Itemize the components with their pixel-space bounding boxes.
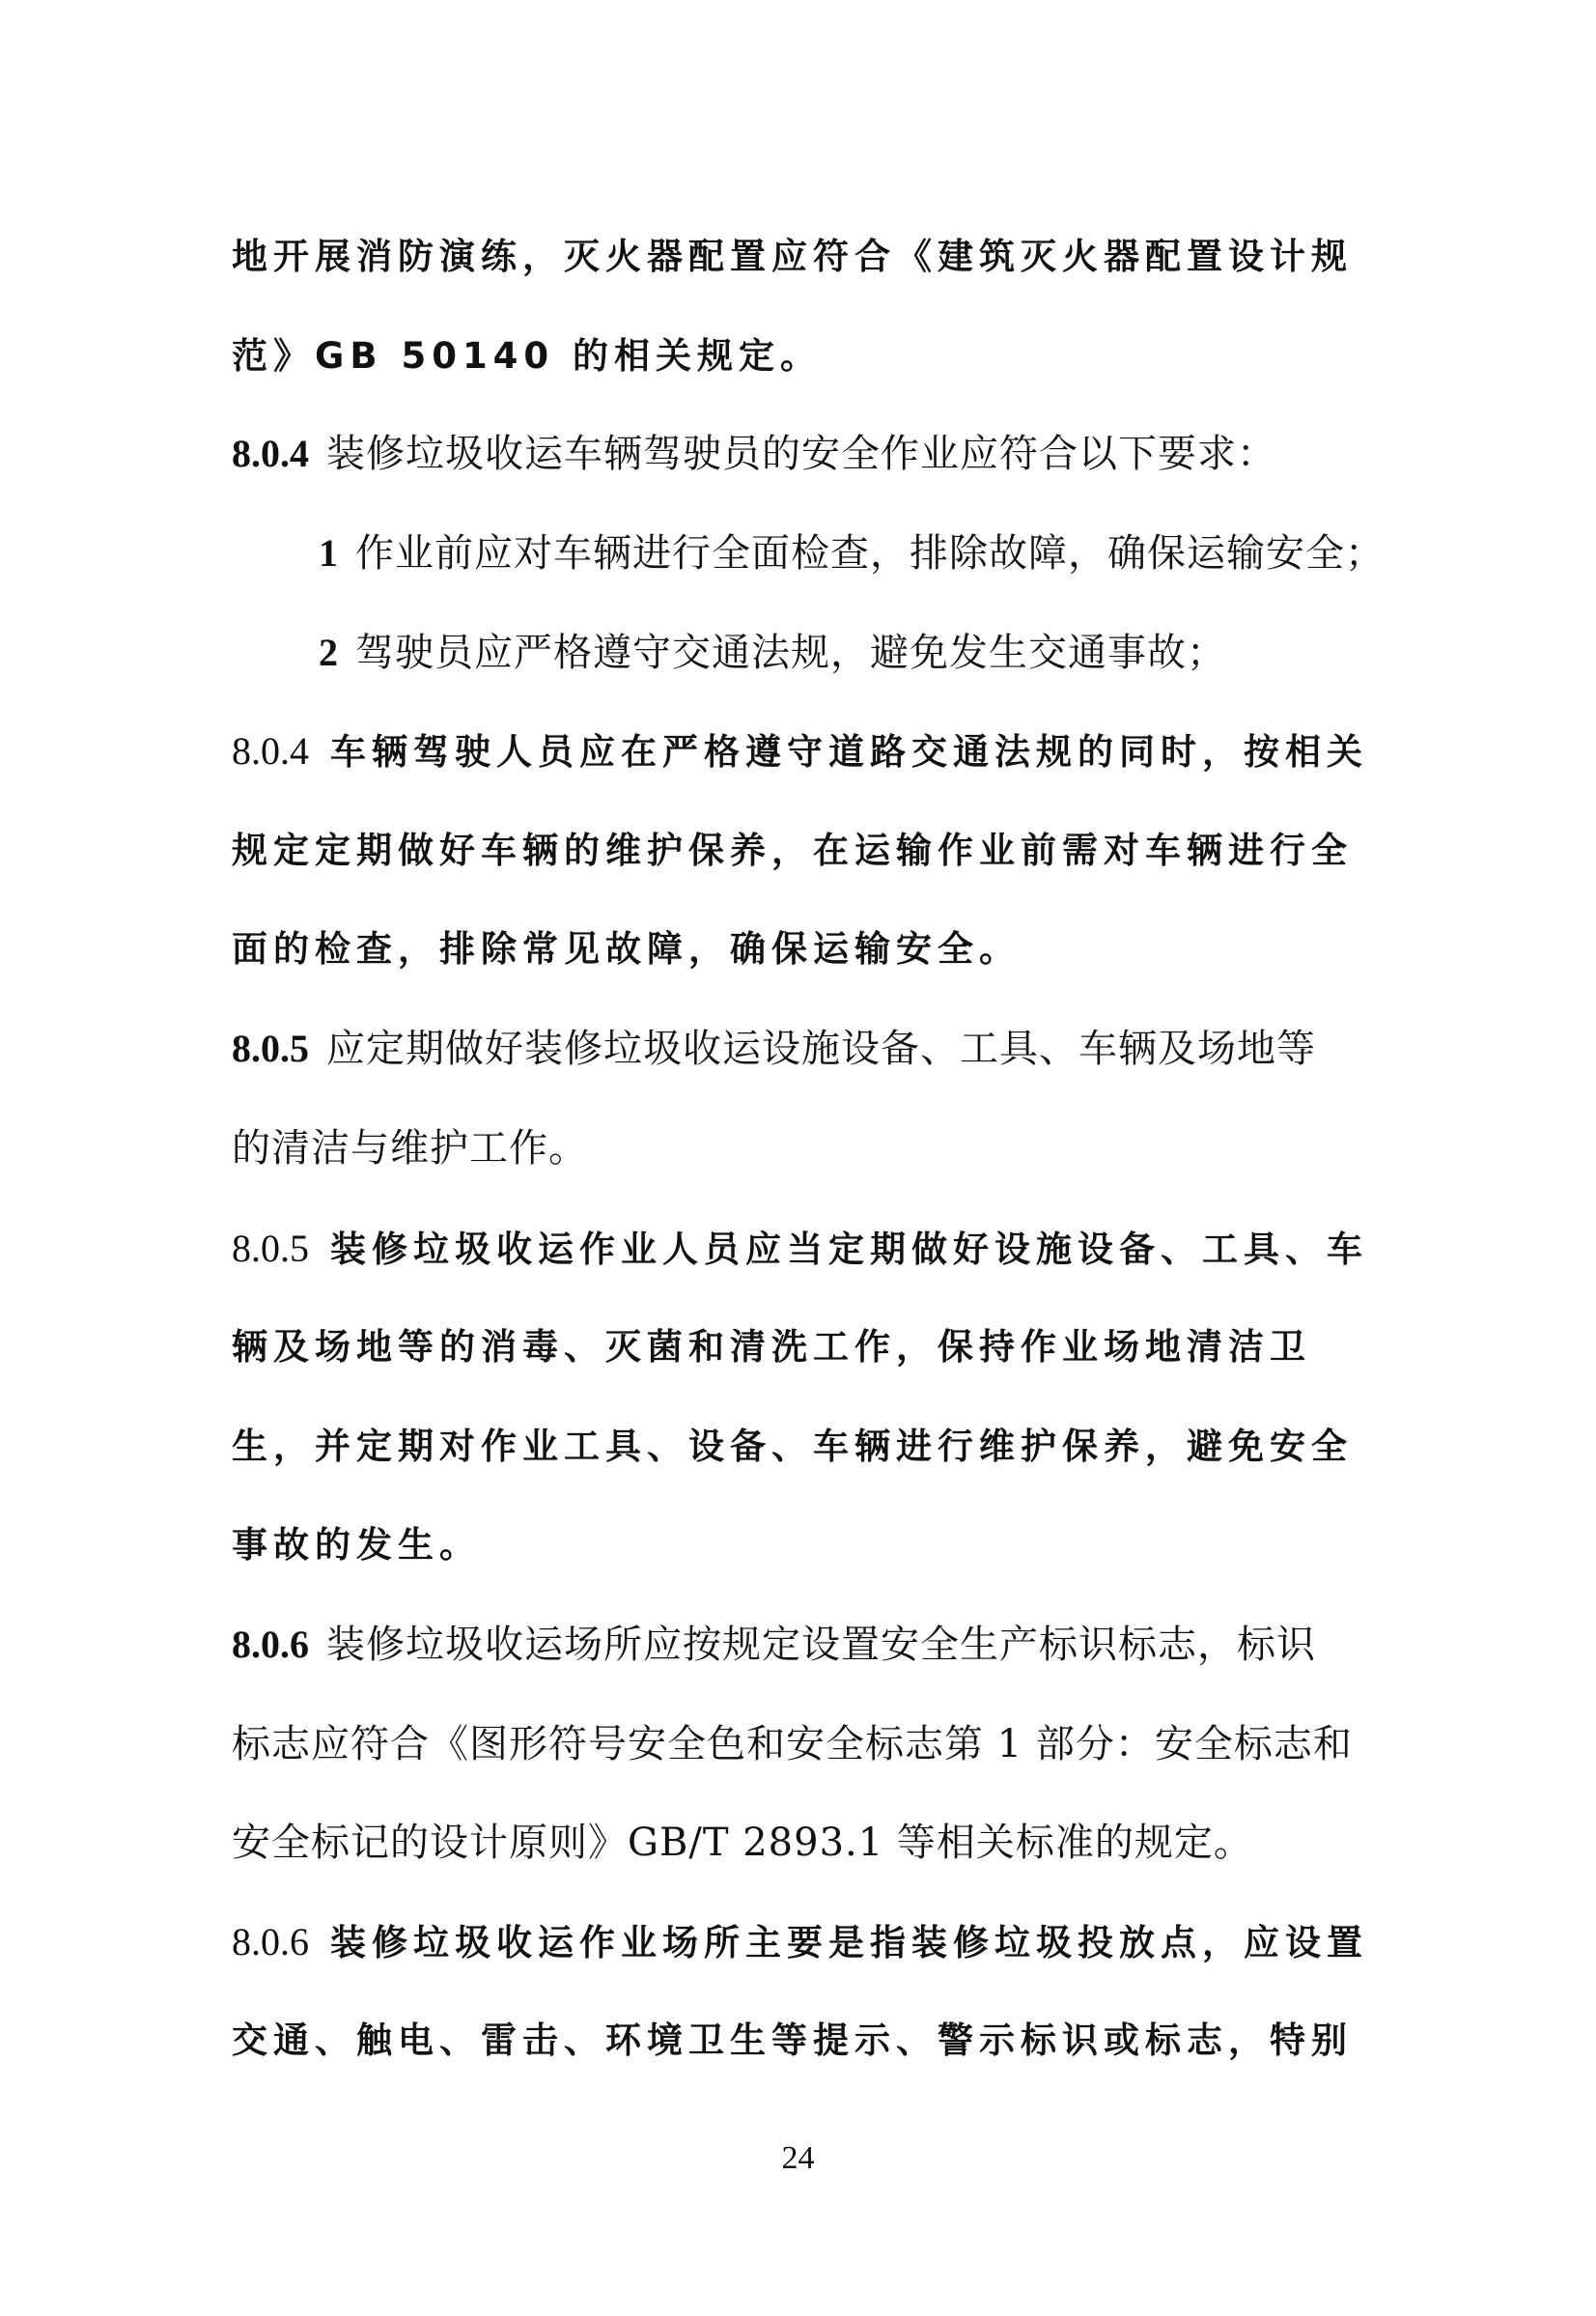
commentary-line bbox=[232, 329, 1400, 383]
clause-line bbox=[232, 1816, 1400, 1870]
commentary-line bbox=[232, 1420, 1400, 1474]
item-number: 2 bbox=[319, 631, 338, 674]
clause-text: 标志应符合《图形符号安全色和安全标志第 1 部分：安全标志和 bbox=[232, 1722, 1353, 1766]
clause-number: 8.0.4 bbox=[232, 432, 309, 475]
text: 生，并定期对作业工具、设备、车辆进行维护保养，避免安全 bbox=[232, 1426, 1353, 1467]
clause-line bbox=[232, 1717, 1400, 1771]
list-item-1 bbox=[319, 526, 1400, 580]
commentary-line bbox=[232, 824, 1400, 878]
clause-text: 安全标记的设计原则》GB/T 2893.1 等相关标准的规定。 bbox=[232, 1821, 1253, 1865]
clause-8-0-4 bbox=[232, 427, 1400, 481]
text: 事故的发生。 bbox=[232, 1524, 481, 1566]
clause-text: 的清洁与维护工作。 bbox=[232, 1126, 588, 1171]
text: 装修垃圾收运作业场所主要是指装修垃圾投放点，应设置 bbox=[330, 1922, 1368, 1963]
clause-number: 8.0.6 bbox=[232, 1623, 309, 1666]
commentary-number: 8.0.4 bbox=[232, 729, 309, 773]
clause-text: 装修垃圾收运车辆驾驶员的安全作业应符合以下要求： bbox=[326, 432, 1276, 476]
commentary-line bbox=[232, 230, 1400, 284]
page-number: 24 bbox=[781, 2140, 815, 2176]
item-text: 作业前应对车辆进行全面检查，排除故障，确保运输安全； bbox=[355, 531, 1385, 576]
text: 辆及场地等的消毒、灭菌和清洗工作，保持作业场地清洁卫 bbox=[232, 1326, 1311, 1368]
clause-text: 应定期做好装修垃圾收运设施设备、工具、车辆及场地等 bbox=[326, 1027, 1316, 1071]
text: 交通、触电、雷击、环境卫生等提示、警示标识或标志，特别 bbox=[232, 2019, 1353, 2061]
commentary-8-0-5 bbox=[232, 1222, 1400, 1276]
commentary-line bbox=[232, 1518, 1400, 1572]
commentary-line bbox=[232, 2014, 1400, 2068]
text: 面的检查，排除常见故障，确保运输安全。 bbox=[232, 928, 1021, 970]
commentary-number: 8.0.6 bbox=[232, 1920, 309, 1963]
text: 范》GB 50140 的相关规定。 bbox=[232, 335, 823, 377]
clause-8-0-5 bbox=[232, 1022, 1400, 1076]
commentary-number: 8.0.5 bbox=[232, 1227, 309, 1270]
clause-line bbox=[232, 1121, 1400, 1175]
item-number: 1 bbox=[319, 531, 338, 575]
text: 规定定期做好车辆的维护保养，在运输作业前需对车辆进行全 bbox=[232, 830, 1353, 871]
text: 车辆驾驶人员应在严格遵守道路交通法规的同时，按相关 bbox=[330, 731, 1368, 773]
commentary-8-0-6 bbox=[232, 1915, 1400, 1969]
list-item-2 bbox=[319, 626, 1400, 680]
clause-text: 装修垃圾收运场所应按规定设置安全生产标识标志，标识 bbox=[326, 1623, 1316, 1667]
commentary-8-0-4 bbox=[232, 724, 1400, 778]
commentary-line bbox=[232, 922, 1400, 976]
commentary-line bbox=[232, 1320, 1400, 1374]
text: 装修垃圾收运作业人员应当定期做好设施设备、工具、车 bbox=[330, 1229, 1368, 1270]
clause-number: 8.0.5 bbox=[232, 1027, 309, 1070]
item-text: 驾驶员应严格遵守交通法规，避免发生交通事故； bbox=[355, 631, 1226, 675]
clause-8-0-6 bbox=[232, 1618, 1400, 1672]
text: 地开展消防演练，灭火器配置应符合《建筑灭火器配置设计规 bbox=[232, 236, 1353, 277]
